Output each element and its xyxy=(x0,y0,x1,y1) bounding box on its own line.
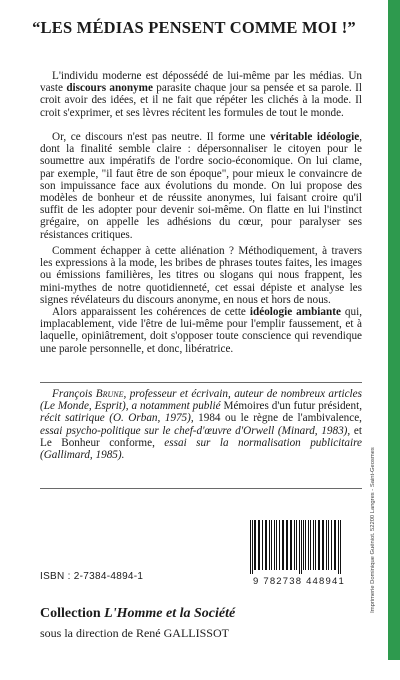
bio-italic-4: essai psycho-politique sur le chef-d'œuvre d'Orwell (Minard, 1983), xyxy=(40,424,351,437)
paragraph-3-part-1: Comment échapper à cette aliénation ? Méthodiquement, à travers les expressions à la mode, les bribes de phrases toutes faites, les images ou émissions familières, les titres ou slogans qui nous frappent, les mini-mythes de notre quotidienneté, cet essai dépiste et analyse les signes révélateurs du discours anonyme, en nous et hors de nous. xyxy=(40,245,362,306)
barcode-bar xyxy=(315,520,316,570)
barcode-bar xyxy=(258,520,260,570)
barcode-bar xyxy=(340,520,341,574)
barcode-bar xyxy=(308,520,309,570)
paragraph-4-bold: idéologie ambiante xyxy=(249,306,341,319)
author-bio-text xyxy=(40,388,362,461)
barcode-bar xyxy=(331,520,332,570)
barcode xyxy=(240,516,358,590)
barcode-number: 9 782738 448941 xyxy=(253,576,345,587)
collection-title xyxy=(40,606,235,622)
bio-italic-1: , professeur et écrivain, auteur de nombreux articles (Le Monde, Esprit), xyxy=(40,388,362,413)
barcode-bar xyxy=(290,520,292,570)
paragraph-4-part-1: Alors apparaissent les cohérences de cette xyxy=(52,306,250,319)
bio-roman-1: Mémoires d'un futur président, xyxy=(220,400,362,413)
bio-italic-3: récit satirique (O. Orban, 1975), xyxy=(40,412,194,425)
barcode-bar xyxy=(254,520,256,570)
barcode-bar xyxy=(252,520,253,574)
paragraph-1-part-1: L'individu moderne est dépossédé de lui-même par les médias. Un vaste xyxy=(40,70,362,95)
barcode-bar xyxy=(274,520,275,570)
bio-italic-5: essai sur la normalisation publicitaire (Gallimard, 1985). xyxy=(40,436,362,462)
isbn-label: ISBN : 2-7384-4894-1 xyxy=(40,571,144,582)
bio-roman-3: et Le Bonheur conforme, xyxy=(40,424,363,449)
paragraph-1-part-2: parasite chaque jour sa pensée et sa parole. Il croit avoir des idées, et il ne fait que répéter les clichés à la mode. Il croit s'exprimer, et ses lèvres récitent les formules de tout le monde. xyxy=(40,82,363,119)
bio-italic-2: a notamment publié xyxy=(128,400,221,413)
collection-prefix: Collection xyxy=(40,606,105,621)
barcode-bar xyxy=(313,520,314,570)
barcode-bar xyxy=(305,520,306,570)
barcode-bar xyxy=(299,520,300,574)
divider-top xyxy=(40,382,362,383)
paragraph-4-text xyxy=(40,306,362,355)
author-bio xyxy=(40,388,362,461)
author-last-name: Brune xyxy=(95,388,124,400)
barcode-bar xyxy=(282,520,284,570)
barcode-bar xyxy=(286,520,288,570)
paragraph-2-part-2: , dont la finalité semble claire : dépersonnaliser le citoyen pour le soumettre aux impératifs de l'ordre socio-économique. On lui clame, par exemple, "il faut être de son époque", pour mieux le convaincre de son impuissance face aux évolutions du monde. On lui propose des modèles de bonheur et de réussite anonymes, lui faisant croire qu'il suffit de les adopter pour devenir soi-même. On flatte en lui l'instinct grégaire, on appelle les adhésions du cœur, pour paralyser ses résistances critiques. xyxy=(40,131,362,241)
paragraph-3 xyxy=(40,245,362,355)
barcode-bar xyxy=(301,520,302,574)
page-title: “LES MÉDIAS PENSENT COMME MOI !” xyxy=(32,18,356,37)
barcode-bar xyxy=(276,520,277,570)
barcode-bar xyxy=(296,520,297,570)
paragraph-2-bold: véritable idéologie xyxy=(270,131,360,143)
spine-edge xyxy=(388,0,400,660)
barcode-bar xyxy=(265,520,267,570)
divider-bottom xyxy=(40,488,362,489)
barcode-bar xyxy=(328,520,329,570)
paragraph-1-bold: discours anonyme xyxy=(66,82,153,95)
barcode-bar xyxy=(322,520,324,570)
barcode-bar xyxy=(326,520,327,570)
collection-name: L'Homme et la Société xyxy=(104,606,236,621)
barcode-bar xyxy=(318,520,320,570)
barcode-bar xyxy=(279,520,280,570)
paragraph-2-text xyxy=(40,131,362,241)
paragraph-4-part-2: qui, implacablement, vide l'être de lui-même pour l'emplir faussement, et à laquelle, opiniâtrement, doit s'opposer toute conscience qui revendique une parole personnelle, et donc, libératrice. xyxy=(40,306,363,355)
barcode-bar xyxy=(271,520,272,570)
bio-roman-2: 1984 ou le règne de l'ambivalence, xyxy=(193,412,362,425)
printer-credit: Imprimerie Dominique Guéniot. 52200 Langres - Saint-Geosmes xyxy=(370,447,376,613)
paragraph-2 xyxy=(40,131,362,241)
barcode-bar xyxy=(250,520,251,574)
barcode-bar xyxy=(294,520,295,570)
barcode-bars xyxy=(240,516,358,576)
barcode-bar xyxy=(269,520,270,570)
barcode-bar xyxy=(262,520,263,570)
barcode-bar xyxy=(334,520,336,570)
collection-direction: sous la direction de René GALLISSOT xyxy=(40,626,229,640)
paragraph-1 xyxy=(40,70,362,119)
author-first-name: François xyxy=(52,388,96,400)
paragraph-1-text xyxy=(40,70,362,119)
paragraph-2-part-1: Or, ce discours n'est pas neutre. Il forme une xyxy=(52,131,271,143)
barcode-bar xyxy=(310,520,311,570)
barcode-bar xyxy=(338,520,339,574)
paragraph-3-text xyxy=(40,245,362,306)
barcode-bar xyxy=(303,520,304,570)
